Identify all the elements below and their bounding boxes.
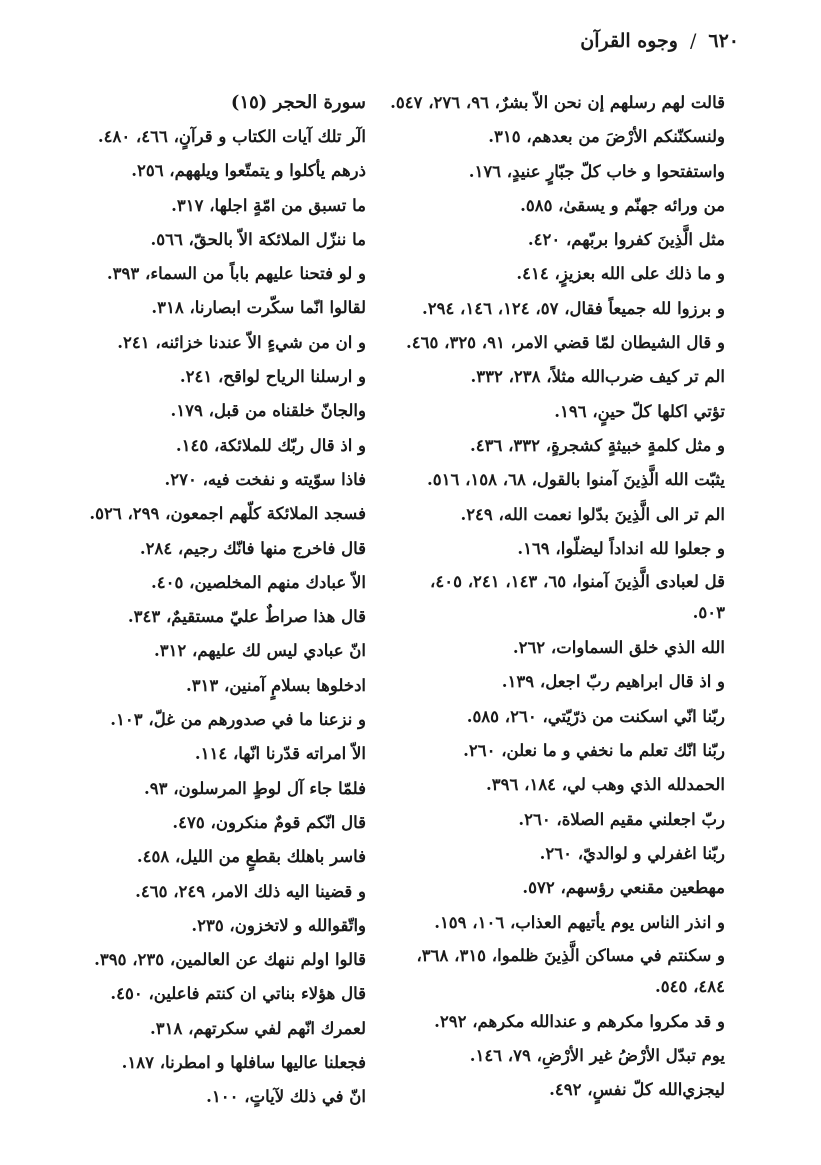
index-entry: الحمدلله الذي وهب لي، ١٨٤، ٣٩٦.	[486, 775, 725, 795]
book-title: وجوه القرآن	[580, 30, 678, 52]
index-entry: الٓر تلك آيات الكتاب و قرآنٍ، ٤٦٦، ٤٨٠.	[97, 127, 366, 146]
index-entry: واتّقوالله و لاتخزون، ٢٣٥.	[191, 915, 366, 935]
index-entry: قال هذا صراطٌ عليّ مستقيمٌ، ٣٤٣.	[127, 607, 366, 627]
index-entry: ادخلوها بسلامٍ آمنين، ٣١٣.	[185, 675, 366, 695]
index-entry: و ارسلنا الرياح لواقح، ٢٤١.	[179, 367, 366, 387]
index-entry: فاذا سوّيته و نفخت فيه، ٢٧٠.	[164, 469, 366, 489]
index-entry: ربّنا اغفرلي و لوالديّ، ٢٦٠.	[539, 843, 725, 863]
index-entry: انّ عبادي ليس لك عليهم، ٣١٢.	[153, 641, 366, 661]
index-entry: الم تر الى الَّذِينَ بدّلوا نعمت الله، ٢٤٩.	[460, 504, 725, 524]
right-column	[390, 86, 725, 1108]
page-header	[580, 30, 739, 52]
index-entry: و مثل كلمةٍ خبيثةٍ كشجرةٍ، ٣٣٢، ٤٣٦.	[469, 435, 725, 455]
index-entry: الاّ امراته قدّرنا انّها، ١١٤.	[194, 744, 366, 764]
sura-heading: سورة الحجر (١٥)	[230, 92, 366, 113]
index-entry: ولنسكنّنكم الأرْضَ من بعدهم، ٣١٥.	[488, 127, 725, 147]
index-entry: واستفتحوا و خاب كلّ جبّارٍ عنيدٍ، ١٧٦.	[468, 161, 725, 181]
index-entry: فسجد الملائكة كلّهم اجمعون، ٢٩٩، ٥٢٦.	[89, 504, 366, 524]
index-entry: تؤتي اكلها كلّ حينٍ، ١٩٦.	[554, 401, 725, 421]
header-separator: /	[689, 30, 697, 52]
index-entry: الله الذي خلق السماوات، ٢٦٢.	[512, 638, 725, 658]
index-entry: قالوا اولم ننهك عن العالمين، ٢٣٥، ٣٩٥.	[94, 950, 366, 970]
index-entry: ليجزي‌الله كلّ نفسٍ، ٤٩٢.	[549, 1080, 725, 1100]
index-entry: قل لعبادى الَّذِينَ آمنوا، ٦٥، ١٤٣، ٢٤١، ٤٠٥، ٥٠٣.	[430, 572, 725, 623]
index-entry: و برزوا لله جميعاً فقال، ٥٧، ١٢٤، ١٤٦، ٢٩٤.	[421, 298, 725, 318]
left-column	[4, 86, 366, 1115]
index-entry: قال انّكم قومٌ منكرون، ٤٧٥.	[172, 812, 366, 832]
index-entry: لعمرك انّهم لفي سكرتهم، ٣١٨.	[150, 1018, 366, 1038]
index-entry: مهطعين مقنعي رؤسهم، ٥٧٢.	[522, 878, 725, 898]
index-entry: من ورائه جهنّم و يسقىٰ، ٥٨٥.	[520, 195, 725, 215]
index-entry: ما تسبق من امّةٍ اجلها، ٣١٧.	[171, 195, 366, 215]
index-entry: انّ في ذلك لآياتٍ، ١٠٠.	[206, 1087, 366, 1107]
index-entry: و نزعنا ما في صدورهم من غلّ، ١٠٣.	[110, 710, 366, 730]
index-entry: ربّ اجعلني مقيم الصلاة، ٢٦٠.	[518, 809, 725, 829]
index-entry: فجعلنا عاليها سافلها و امطرنا، ١٨٧.	[121, 1053, 366, 1073]
index-entry: و ما ذلك على الله بعزيزٍ، ٤١٤.	[516, 264, 725, 284]
index-entry: يثبّت الله الَّذِينَ آمنوا بالقول، ٦٨، ١٥٨، ٥١٦.	[427, 470, 725, 490]
index-entry: مثل الَّذِينَ كفروا بربّهم، ٤٢٠.	[527, 230, 725, 250]
index-entry: يوم تبدّل الأرْضُ غير الأرْضِ، ٧٩، ١٤٦.	[469, 1046, 725, 1066]
index-entry: و قال الشيطان لمّا قضي الامر، ٩١، ٣٢٥، ٤٦٥.	[406, 333, 725, 353]
index-entry: ذرهم يأكلوا و يتمتّعوا ويلههم، ٢٥٦.	[131, 161, 366, 181]
index-entry: لقالوا انّما سكّرت ابصارنا، ٣١٨.	[151, 298, 366, 318]
index-entry: و اذ قال ربّك للملائكة، ١٤٥.	[175, 435, 366, 455]
index-entry: و ان من شيءٍ الاّ عندنا خزائنه، ٢٤١.	[117, 332, 366, 352]
index-entry: ربّنا انّي اسكنت من ذرّيّتي، ٢٦٠، ٥٨٥.	[466, 706, 725, 726]
index-entry: قال فاخرج منها فانّك رجيم، ٢٨٤.	[139, 538, 366, 558]
index-entry: و لو فتحنا عليهم باباً من السماء، ٣٩٣.	[106, 264, 366, 284]
index-entry: ربّنا انّك تعلم ما نخفي و ما نعلن، ٢٦٠.	[463, 741, 725, 761]
index-entry: و جعلوا لله انداداً ليضلّوا، ١٦٩.	[517, 538, 725, 558]
index-entry: قالت لهم رسلهم إن نحن الاّ بشرٌ، ٩٦، ٢٧٦، ٥٤٧.	[390, 93, 725, 112]
index-entry: و قضينا اليه ذلك الامر، ٢٤٩، ٤٦٥.	[135, 881, 366, 901]
index-entry: والجانّ خلقناه من قبل، ١٧٩.	[170, 401, 366, 421]
index-entry: الم تر كيف ضرب‌الله مثلاً، ٢٣٨، ٣٣٢.	[470, 367, 725, 387]
index-entry: فلمّا جاء آل لوطٍ المرسلون، ٩٣.	[144, 778, 366, 798]
index-entry: و انذر الناس يوم يأتيهم العذاب، ١٠٦، ١٥٩.	[434, 912, 725, 932]
index-entry: و قد مكروا مكرهم و عندالله مكرهم، ٢٩٢.	[434, 1011, 725, 1031]
index-entry: قال هؤلاء بناتي ان كنتم فاعلين، ٤٥٠.	[110, 984, 366, 1004]
index-entry: و اذ قال ابراهيم ربّ اجعل، ١٣٩.	[501, 672, 725, 692]
index-entry: و سكنتم في مساكن الَّذِينَ ظلموا، ٣١٥، ٣٦٨، ٤٨٤، ٥٤٥.	[416, 945, 725, 996]
index-entry: فاسر باهلك بقطعٍ من الليل، ٤٥٨.	[136, 847, 366, 867]
page-number: ٦٢٠	[708, 30, 739, 52]
index-entry: ما ننزّل الملائكة الاّ بالحقّ، ٥٦٦.	[150, 229, 366, 249]
index-entry: الاّ عبادك منهم المخلصين، ٤٠٥.	[151, 572, 366, 592]
